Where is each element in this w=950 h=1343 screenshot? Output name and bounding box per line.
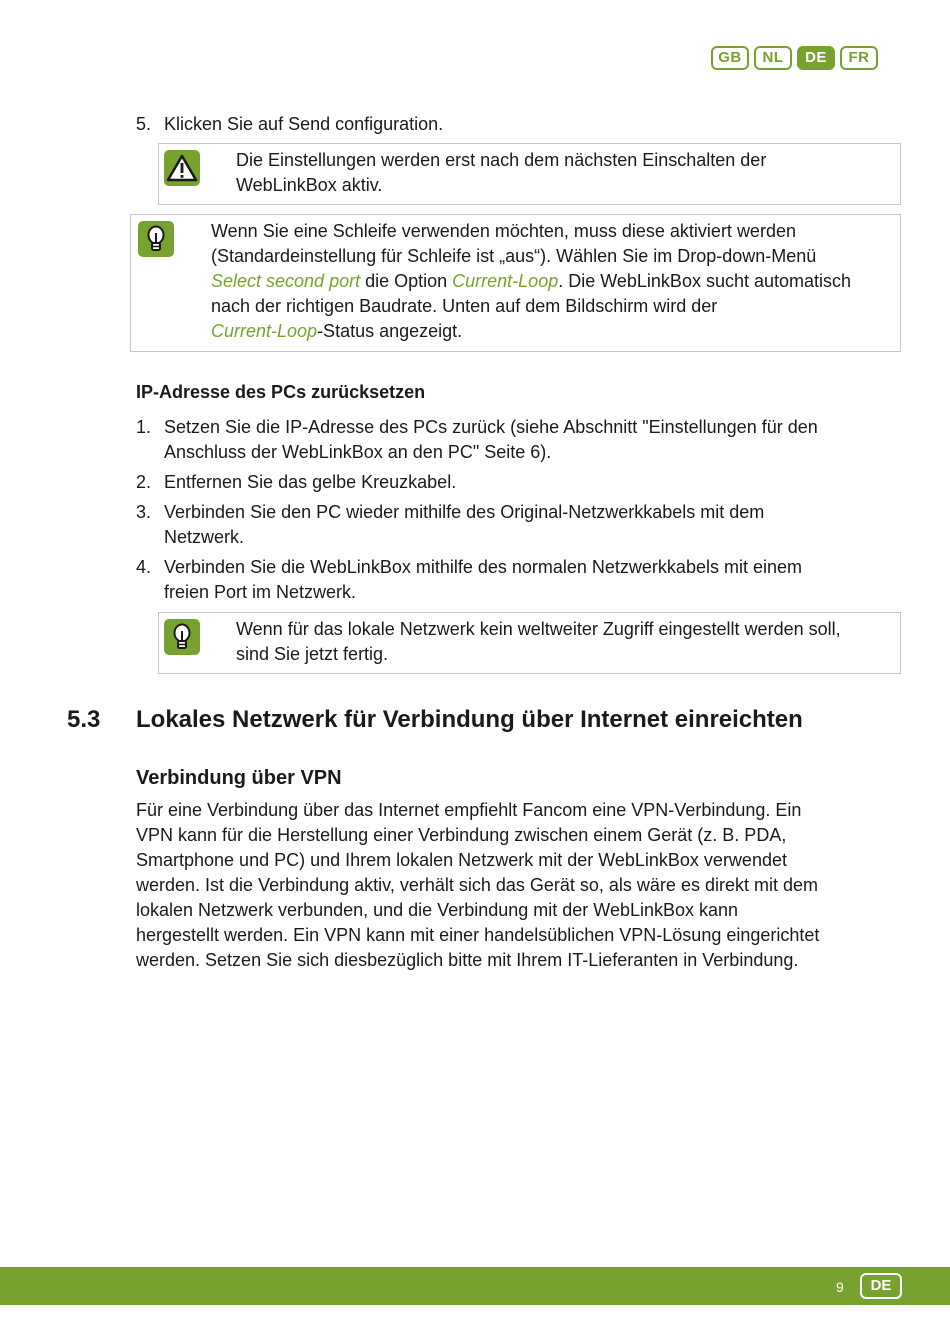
option-reference: Current-Loop [452,271,559,291]
warning-icon [164,150,200,186]
lang-tab-gb[interactable]: GB [711,46,749,70]
section-title: Lokales Netzwerk für Verbindung über Internet einreichten [136,706,803,733]
step-number: 4. [136,557,152,577]
tip-text-line: (Standardeinstellung für Schleife ist „aus“). Wählen Sie im Drop-down-Menü [211,246,817,266]
warning-text-line: Die Einstellungen werden erst nach dem nächsten Einschalten der [236,150,767,170]
footer-bar [0,1267,950,1305]
tip-text-fragment: die Option [360,271,453,291]
tip-text-line [211,319,901,344]
section-number: 5.3 [67,706,101,733]
lang-tab-nl[interactable]: NL [754,46,792,70]
lightbulb-icon [164,619,200,655]
paragraph-line: Smartphone und PC) und Ihrem lokalen Netzwerk mit der WebLinkBox verwendet [136,850,787,870]
step-text-line: Anschluss der WebLinkBox an den PC" Seite 6). [164,442,552,462]
menu-reference: Select second port [211,271,361,291]
lightbulb-icon [138,221,174,257]
paragraph-line: werden. Ist die Verbindung aktiv, verhält sich das Gerät so, als wäre es direkt mit dem [136,875,818,895]
tip-note [158,612,901,674]
step-text-line: Verbinden Sie den PC wieder mithilfe des Original-Netzwerkkabels mit dem [164,502,765,522]
tip-text-line: Wenn für das lokale Netzwerk kein weltweiter Zugriff eingestellt werden soll, [236,619,841,639]
vpn-heading: Verbindung über VPN [136,767,342,789]
step-text: Klicken Sie auf Send configuration. [164,114,444,134]
step-text [164,415,884,465]
step-text-line: freien Port im Netzwerk. [164,582,357,602]
step-number: 1. [136,417,152,437]
step-text: Entfernen Sie das gelbe Kreuzkabel. [164,472,457,492]
tip-text-fragment: -Status angezeigt. [317,321,463,341]
tip-text-fragment: . Die WebLinkBox sucht automatisch [558,271,852,291]
vpn-paragraph [136,798,876,973]
tip-text-line: Wenn Sie eine Schleife verwenden möchten, muss diese aktiviert werden [211,221,796,241]
paragraph-line: VPN kann für die Herstellung einer Verbindung zwischen einem Gerät (z. B. PDA, [136,825,787,845]
language-switcher [711,46,878,70]
step-text-line: Netzwerk. [164,527,245,547]
step-text [164,555,884,605]
step-text-line: Verbinden Sie die WebLinkBox mithilfe des normalen Netzwerkkabels mit einem [164,557,802,577]
lang-tab-fr[interactable]: FR [840,46,878,70]
lang-tab-de[interactable]: DE [797,46,835,70]
step-text [164,500,884,550]
step-text-line: Setzen Sie die IP-Adresse des PCs zurück (siehe Abschnitt "Einstellungen für den [164,417,818,437]
paragraph-line: hergestellt werden. Ein VPN kann mit einer handelsüblichen VPN-Lösung eingerichtet [136,925,820,945]
page-number: 9 [836,1279,844,1295]
tip-text-line [211,269,901,294]
tip-text-line: nach der richtigen Baudrate. Unten auf dem Bildschirm wird der [211,296,718,316]
step-number: 3. [136,502,152,522]
paragraph-line: Für eine Verbindung über das Internet empfiehlt Fancom eine VPN-Verbindung. Ein [136,800,802,820]
warning-note [158,143,901,205]
warning-text-line: WebLinkBox aktiv. [236,175,383,195]
step-number: 5. [136,114,152,134]
paragraph-line: werden. Setzen Sie sich diesbezüglich bitte mit Ihrem IT-Lieferanten in Verbindung. [136,950,799,970]
status-reference: Current-Loop [211,321,318,341]
paragraph-line: lokalen Netzwerk verbunden, und die Verbindung mit der WebLinkBox kann [136,900,739,920]
step-number: 2. [136,472,152,492]
tip-text-line: sind Sie jetzt fertig. [236,644,389,664]
subsection-heading: IP-Adresse des PCs zurücksetzen [136,382,426,402]
tip-note [130,214,901,352]
footer-language-badge: DE [860,1273,902,1299]
